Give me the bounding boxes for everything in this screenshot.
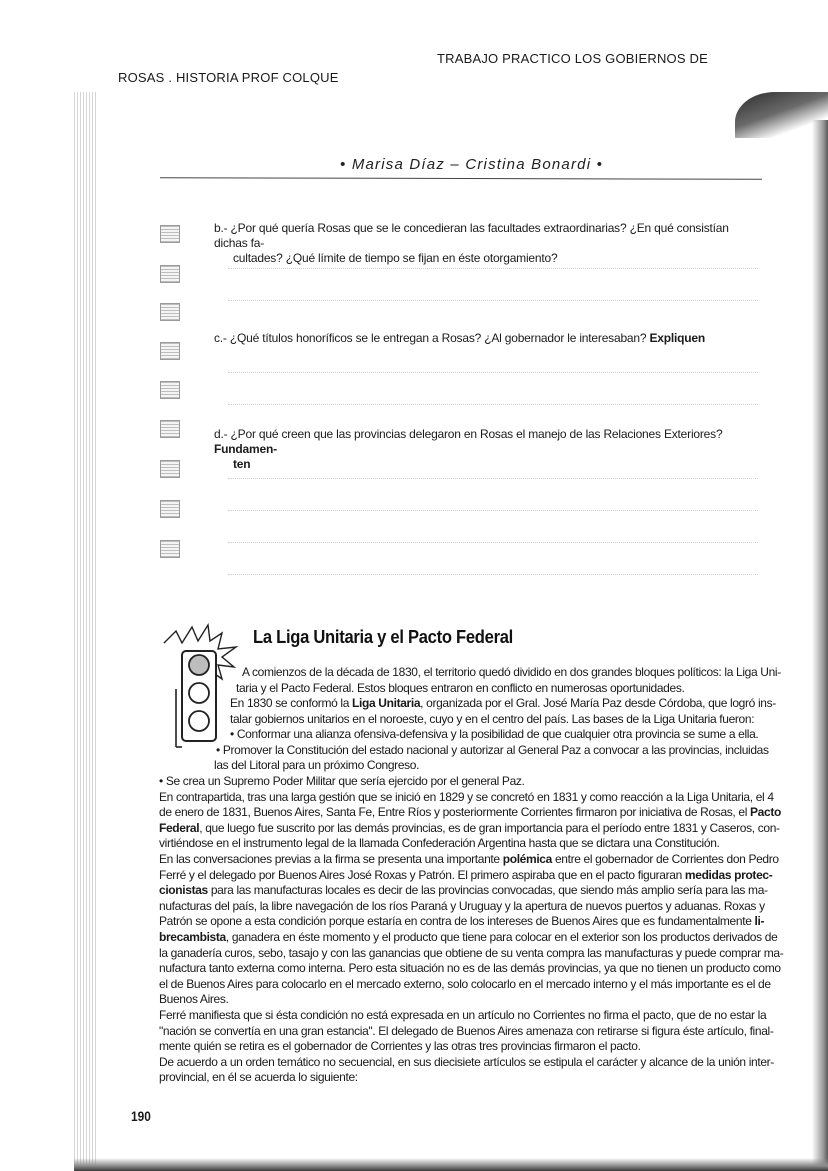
question-c — [214, 331, 764, 346]
binding-hole — [160, 460, 180, 478]
body-line: brecambista, ganadera en éste momento y el producto que tiene para colocar en el exterior son los productos derivados de — [159, 929, 778, 944]
document-header-line-2: ROSAS . HISTORIA PROF COLQUE — [118, 70, 339, 85]
answer-line[interactable] — [228, 574, 758, 575]
bullet-item: • Se crea un Supremo Poder Militar que sería ejercido por el general Paz. — [159, 774, 525, 788]
intro-paragraph — [236, 665, 781, 696]
section-title: La Liga Unitaria y el Pacto Federal — [253, 627, 514, 647]
body-line: De acuerdo a un orden temático no secuencial, en sus diecisiete artículos se estipula el carácter y alcance de la unión inter- — [159, 1054, 774, 1069]
answer-line[interactable] — [228, 478, 758, 479]
binding-hole — [160, 265, 180, 283]
question-b — [214, 221, 764, 266]
question-d — [214, 427, 764, 472]
question-d-line-1: d.- ¿Por qué creen que las provincias delegaron en Rosas el manejo de las Relaciones Exteriores? Fundamen- — [214, 427, 723, 456]
answer-line[interactable] — [228, 510, 758, 511]
binding-hole — [160, 342, 180, 360]
answer-line[interactable] — [228, 300, 758, 301]
body-line: nufacturas del país, la libre navegación de los ríos Paraná y Uruguay y la apertura de nuevos puertos y aduanas. Roxas y — [159, 898, 765, 913]
body-line: En 1830 se conformó la Liga Unitaria, organizada por el Gral. José María Paz desde Córdoba, que logró ins- — [230, 696, 776, 710]
body-line: de enero de 1831, Buenos Aires, Santa Fe, Entre Ríos y posteriormente Corrientes firmaron por iniciativa de Rosas, el Pacto — [159, 805, 781, 820]
bullet-item: • Promover la Constitución del estado nacional y autorizar al General Paz a convocar a las provincias, incluidas — [216, 742, 769, 757]
body-line: En las conversaciones previas a la firma se presenta una importante polémica entre el gobernador de Corrientes don Pedro — [159, 851, 779, 866]
body-line: virtiéndose en el instrumento legal de la llamada Confederación Argentina hasta que se dictara una Constitución. — [159, 836, 720, 851]
body-line: En contrapartida, tras una larga gestión que se inició en 1829 y se concretó en 1831 y como reacción a la Liga Unitaria, el 4 — [159, 789, 774, 804]
question-b-line-2: cultades? ¿Qué límite de tiempo se fijan en éste otorgamiento? — [233, 251, 558, 265]
body-line: provincial, en él se acuerda lo siguiente: — [159, 1070, 358, 1085]
binding-hole — [160, 420, 180, 438]
body-line: nufactura tanto externa como interna. Pero esta situación no es de las demás provincias, ya que no tienen un producto como — [159, 961, 781, 976]
body-line: Ferré manifiesta que si ésta condición no está expresada en un artículo no Corrientes no firma el pacto, que de no estar la — [159, 1007, 767, 1022]
body-line: talar gobiernos unitarios en el noroeste, cuyo y en el centro del país. Las bases de la Liga Unitaria fueron: — [230, 711, 755, 726]
body-line: cionistas para las manufacturas locales es decir de las provincias convocadas, que siendo más amplio sería para las ma- — [159, 883, 768, 898]
document-header-line-1: TRABAJO PRACTICO LOS GOBIERNOS DE — [437, 51, 708, 66]
body-line: taria y el Pacto Federal. Estos bloques entraron en conflicto en numerosas oportunidades. — [236, 680, 685, 695]
binding-hole — [160, 381, 180, 399]
body-line: "nación se convertía en una gran estancia". El delegado de Buenos Aires amenaza con retirarse si figura éste artículo, final- — [159, 1023, 774, 1038]
body-line: las del Litoral para un próximo Congreso. — [214, 758, 420, 773]
body-line: Buenos Aires. — [159, 992, 229, 1007]
binding-hole — [160, 500, 180, 518]
scan-bottom-edge — [74, 1158, 828, 1171]
answer-line[interactable] — [228, 404, 758, 405]
question-b-line-1: b.- ¿Por qué quería Rosas que se le concedieran las facultades extraordinarias? ¿En qué consistían dichas fa- — [214, 221, 729, 250]
scan-left-edge — [74, 92, 96, 1171]
body-line: mente quién se retira es el gobernador de Corrientes y las otras tres provincias firmaron el pacto. — [159, 1039, 641, 1054]
bullet-item: • Conformar una alianza ofensiva-defensiva y la posibilidad de que cualquier otra provincia se sume a ella. — [230, 727, 759, 742]
liga-paragraph — [214, 696, 776, 774]
answer-line[interactable] — [228, 268, 758, 269]
body-line: Ferré y el delegado por Buenos Aires José Roxas y Patrón. El primero aspiraba que en el pacto figuraran medidas protec- — [159, 867, 773, 882]
answer-line[interactable] — [228, 372, 758, 373]
body-line: Patrón se opone a esta condición porque estaría en contra de los intereses de Buenos Aires que es fundamentalmente li- — [159, 914, 765, 929]
question-d-line-2: ten — [233, 457, 251, 471]
binding-hole — [160, 303, 180, 321]
binding-hole — [160, 540, 180, 558]
body-line: A comienzos de la década de 1830, el territorio quedó dividido en dos grandes bloques políticos: la Liga Uni- — [242, 665, 781, 679]
body-line: Federal, que luego fue suscrito por las demás provincias, es de gran importancia para el período entre 1831 y Caseros, con- — [159, 820, 780, 835]
answer-line[interactable] — [228, 542, 758, 543]
body-line: la ganadería curos, sebo, tasajo y con las ganancias que obtiene de su venta compra las manufacturas y puede comprar ma- — [159, 945, 784, 960]
page-number: 190 — [131, 1108, 151, 1124]
book-authors-header: • Marisa Díaz – Cristina Bonardi • — [340, 156, 604, 173]
spiral-binding — [160, 215, 180, 615]
binding-hole — [160, 225, 180, 243]
body-line: el de Buenos Aires para colocarlo en el mercado externo, solo colocarlo en el mercado interno y el más importante es el de — [159, 976, 771, 991]
main-body-text — [159, 774, 784, 1086]
scan-right-edge — [812, 120, 828, 1171]
question-c-line-1: c.- ¿Qué títulos honoríficos se le entregan a Rosas? ¿Al gobernador le interesaban? Expliquen — [214, 331, 706, 345]
